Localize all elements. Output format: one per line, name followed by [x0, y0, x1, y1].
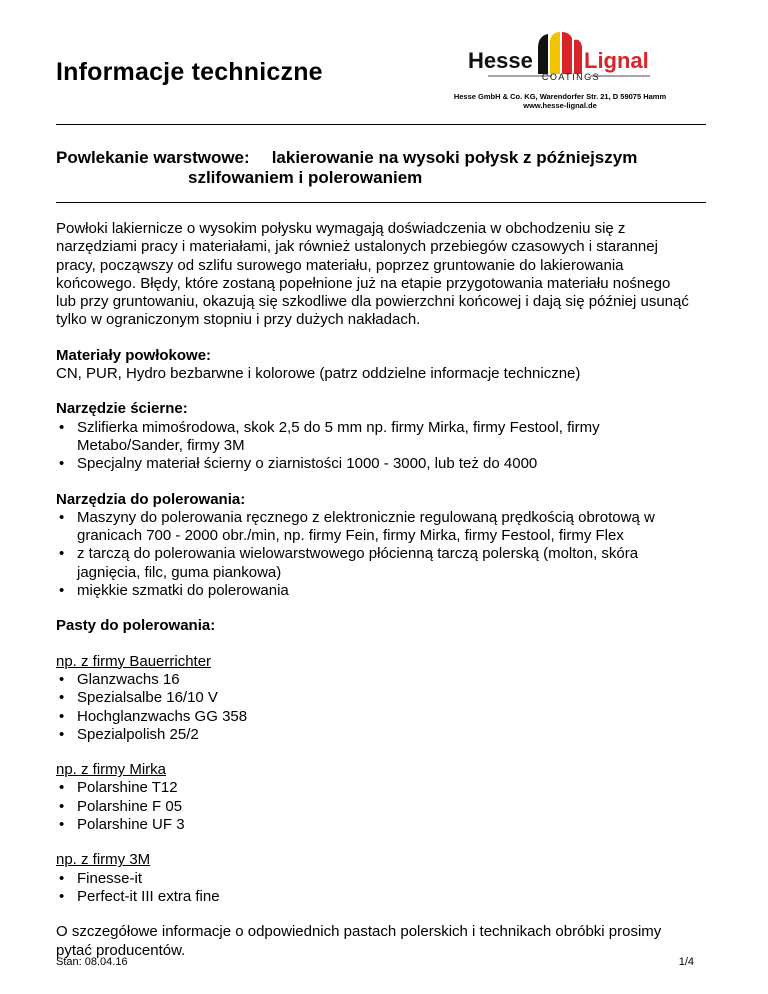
brand-3m: np. z firmy 3M	[56, 851, 151, 869]
list-item: • Maszyny do polerowania ręcznego z elektronicznie regulowaną prędkością obrotową w granicach 700 - 2000 obr./min, np. firmy Fein, firmy Mirka, firmy Festool, firmy Flex	[56, 509, 706, 546]
document-body	[56, 220, 706, 960]
document-title: Informacje techniczne	[56, 58, 323, 86]
company-website: www.hesse-lignal.de	[523, 101, 597, 110]
logo-emblem-stripes	[538, 32, 582, 74]
list-item: • Polarshine UF 3	[56, 816, 706, 834]
footer-page-number: 1/4	[678, 956, 694, 968]
brand-mirka: np. z firmy Mirka	[56, 761, 167, 779]
brand-bauerrichter: np. z firmy Bauerrichter	[56, 652, 212, 670]
list-item: • Finesse-it	[56, 870, 706, 888]
logo-word-hesse: Hesse	[468, 48, 533, 73]
abrasives-list	[56, 419, 706, 474]
list-item: • Hochglanzwachs GG 358	[56, 708, 706, 726]
intro-paragraph: Powłoki lakiernicze o wysokim połysku wymagają doświadczenia w obchodzeniu się z narzędziami pracy i materiałami, jak również ustalonych przebiegów czasowych i starannej pracy, począwszy od szlifu surowego materiału, poprzez gruntowanie do lakierowania końcowego. Błędy, które zostaną popełnione już na etapie przygotowania materiału nośnego lub przy gruntowaniu, okazują się szkodliwe dla powierzchni końcowej i dają się później usunąć tylko w ograniczonym stopniu i przy dużych nakładach.	[56, 220, 689, 329]
list-item: • miękkie szmatki do polerowania	[56, 582, 706, 600]
header-divider	[56, 124, 706, 125]
heading-title-line2: szlifowaniem i polerowaniem	[188, 168, 423, 187]
logo-word-lignal: Lignal	[584, 48, 649, 73]
list-item: • Spezialpolish 25/2	[56, 726, 706, 744]
logo-subtitle: COATINGS	[541, 72, 601, 82]
list-item: • Szlifierka mimośrodowa, skok 2,5 do 5 mm np. firmy Mirka, firmy Festool, firmy Metabo/Sander, firmy 3M	[56, 419, 706, 456]
list-item: • Specjalny materiał ścierny o ziarnistości 1000 - 3000, lub też do 4000	[56, 455, 706, 473]
polishing-tools-title: Narzędzia do polerowania:	[56, 490, 246, 508]
3m-list	[56, 870, 706, 907]
closing-paragraph: O szczegółowe informacje o odpowiednich pastach polerskich i technikach obróbki prosimy pytać producentów.	[56, 923, 662, 959]
list-item: • Spezialsalbe 16/10 V	[56, 689, 706, 707]
list-item: • Polarshine F 05	[56, 798, 706, 816]
list-item: • Perfect-it III extra fine	[56, 888, 706, 906]
list-item: • z tarczą do polerowania wielowarstwowego płócienną tarczą polerską (molton, skóra jagnięcia, filc, guma piankowa)	[56, 545, 706, 582]
hesse-lignal-logo	[468, 30, 654, 90]
abrasives-title: Narzędzie ścierne:	[56, 400, 188, 418]
materials-text: CN, PUR, Hydro bezbarwne i kolorowe (patrz oddzielne informacje techniczne)	[56, 365, 581, 383]
footer-date: Stan: 08.04.16	[56, 956, 128, 968]
mirka-list	[56, 779, 706, 834]
heading-title-line1: lakierowanie na wysoki połysk z późniejszym	[271, 148, 638, 167]
pastes-title: Pasty do polerowania:	[56, 617, 216, 635]
polishing-tools-list	[56, 509, 706, 600]
company-address	[405, 92, 715, 110]
list-item: • Glanzwachs 16	[56, 671, 706, 689]
company-address-line: Hesse GmbH & Co. KG, Warendorfer Str. 21, D 59075 Hamm	[453, 92, 667, 101]
list-item: • Polarshine T12	[56, 779, 706, 797]
materials-title: Materiały powłokowe:	[56, 346, 212, 364]
heading-label: Powlekanie warstwowe:	[56, 148, 250, 167]
section-heading	[56, 148, 637, 188]
heading-divider	[56, 202, 706, 203]
bauerrichter-list	[56, 671, 706, 744]
